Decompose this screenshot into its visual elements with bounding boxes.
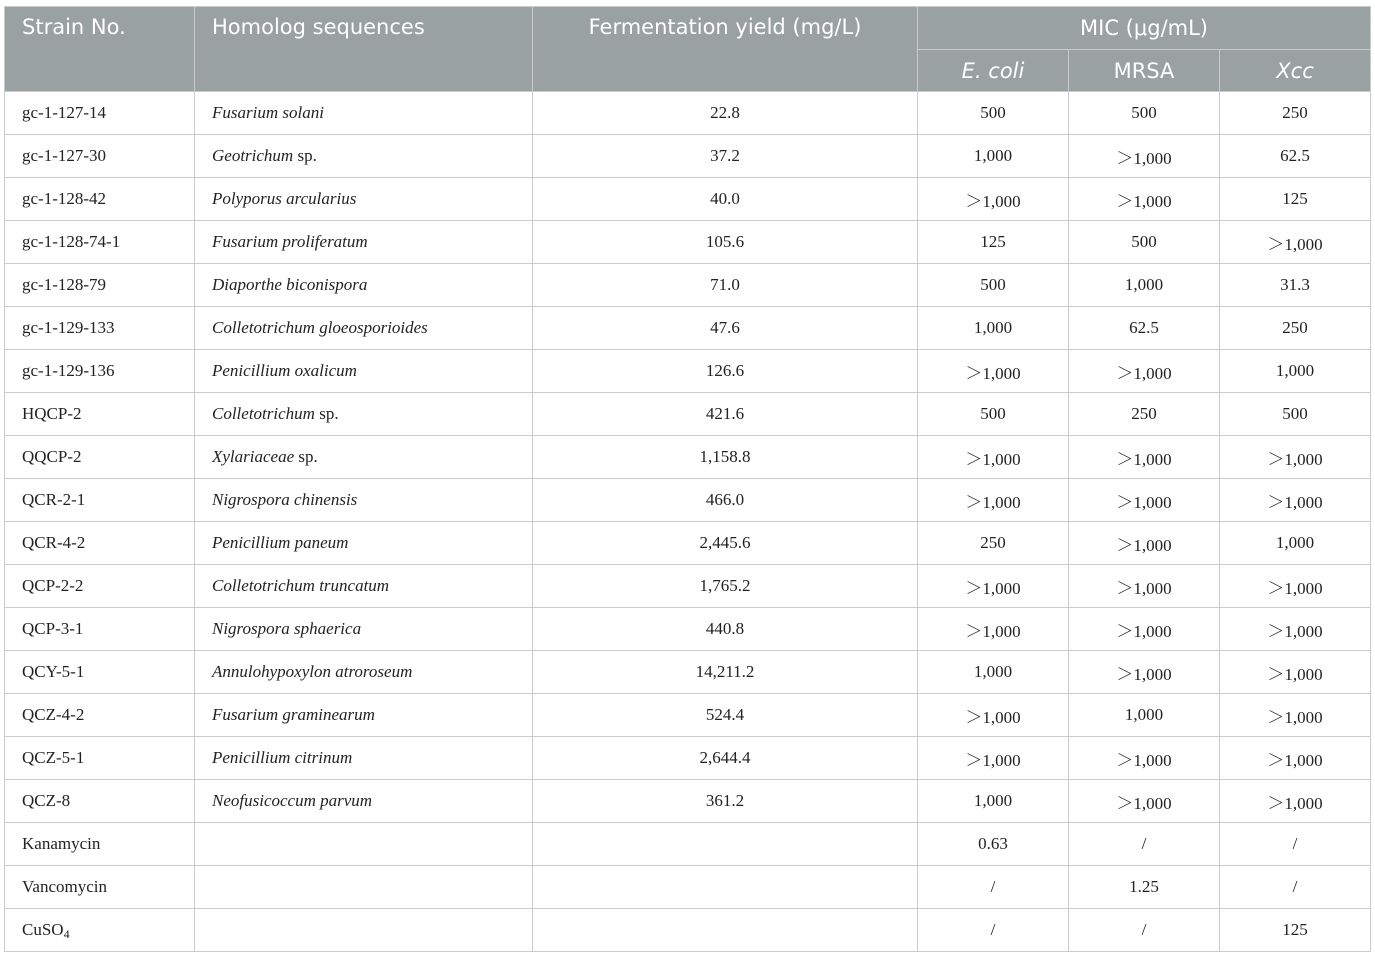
header-ecoli: E. coli — [918, 50, 1069, 92]
strain-name: gc-1-128-79 — [22, 275, 107, 294]
strain-name: QQCP-2 — [22, 447, 82, 466]
xcc-mic-cell: / — [1220, 823, 1371, 866]
homolog-name: Nigrospora sphaerica — [212, 619, 362, 638]
mrsa-mic-cell: ＞1,000 — [1069, 350, 1220, 393]
xcc-mic-cell: 1,000 — [1220, 350, 1371, 393]
table-row — [5, 780, 1371, 823]
xcc-mic-cell: ＞1,000 — [1220, 651, 1371, 694]
homolog-name: Fusarium solani — [212, 103, 324, 122]
header-strain-no: Strain No. — [5, 7, 195, 92]
homolog-cell — [195, 264, 533, 307]
ecoli-mic-cell: ＞1,000 — [918, 436, 1069, 479]
xcc-mic-cell: ＞1,000 — [1220, 694, 1371, 737]
table-row — [5, 92, 1371, 135]
table-row — [5, 565, 1371, 608]
xcc-mic-cell: ＞1,000 — [1220, 221, 1371, 264]
yield-cell — [533, 866, 918, 909]
strain-cell — [5, 780, 195, 823]
xcc-mic-cell: ＞1,000 — [1220, 436, 1371, 479]
table-row — [5, 436, 1371, 479]
yield-cell: 47.6 — [533, 307, 918, 350]
table-row — [5, 866, 1371, 909]
homolog-name: Polyporus arcularius — [212, 189, 357, 208]
mrsa-mic-cell: ＞1,000 — [1069, 651, 1220, 694]
xcc-mic-cell: 125 — [1220, 909, 1371, 952]
ecoli-mic-cell: ＞1,000 — [918, 350, 1069, 393]
strain-cell — [5, 393, 195, 436]
homolog-name: Diaporthe biconispora — [212, 275, 368, 294]
header-mic: MIC (μg/mL) — [918, 7, 1371, 50]
strain-cell — [5, 565, 195, 608]
xcc-mic-cell: 500 — [1220, 393, 1371, 436]
xcc-mic-cell: 1,000 — [1220, 522, 1371, 565]
strain-name: Vancomycin — [22, 877, 107, 896]
yield-cell: 524.4 — [533, 694, 918, 737]
homolog-cell — [195, 221, 533, 264]
ecoli-mic-cell: ＞1,000 — [918, 565, 1069, 608]
xcc-mic-cell: ＞1,000 — [1220, 737, 1371, 780]
strain-name: gc-1-127-14 — [22, 103, 107, 122]
ecoli-mic-cell: ＞1,000 — [918, 608, 1069, 651]
yield-cell: 1,765.2 — [533, 565, 918, 608]
homolog-cell — [195, 92, 533, 135]
homolog-cell — [195, 522, 533, 565]
mrsa-mic-cell: 1,000 — [1069, 264, 1220, 307]
homolog-suffix: sp. — [314, 404, 339, 423]
homolog-name: Colletotrichum gloeosporioides — [212, 318, 428, 337]
ecoli-mic-cell: ＞1,000 — [918, 694, 1069, 737]
ecoli-mic-cell: 1,000 — [918, 780, 1069, 823]
yield-cell: 361.2 — [533, 780, 918, 823]
homolog-cell — [195, 350, 533, 393]
strain-cell — [5, 737, 195, 780]
homolog-name: Fusarium proliferatum — [212, 232, 368, 251]
strain-name: QCP-2-2 — [22, 576, 84, 595]
ecoli-mic-cell: 0.63 — [918, 823, 1069, 866]
strain-cell — [5, 221, 195, 264]
homolog-name: Neofusicoccum parvum — [212, 791, 373, 810]
homolog-cell — [195, 694, 533, 737]
ecoli-mic-cell: 1,000 — [918, 135, 1069, 178]
homolog-suffix: sp. — [294, 447, 318, 466]
yield-cell — [533, 909, 918, 952]
homolog-cell — [195, 307, 533, 350]
homolog-cell — [195, 393, 533, 436]
strain-name: QCP-3-1 — [22, 619, 84, 638]
mrsa-mic-cell: ＞1,000 — [1069, 178, 1220, 221]
strain-cell — [5, 866, 195, 909]
strain-name: QCZ-4-2 — [22, 705, 85, 724]
strain-name: gc-1-129-136 — [22, 361, 115, 380]
xcc-mic-cell: 250 — [1220, 92, 1371, 135]
strain-cell — [5, 92, 195, 135]
xcc-mic-cell: 62.5 — [1220, 135, 1371, 178]
strain-cell — [5, 350, 195, 393]
header-xcc: Xcc — [1220, 50, 1371, 92]
ecoli-mic-cell: ＞1,000 — [918, 737, 1069, 780]
homolog-cell — [195, 823, 533, 866]
homolog-name: Geotrichum — [212, 146, 294, 165]
strain-cell — [5, 694, 195, 737]
mrsa-mic-cell: 250 — [1069, 393, 1220, 436]
strain-name: Kanamycin — [22, 834, 101, 853]
strain-name: HQCP-2 — [22, 404, 82, 423]
strain-cell — [5, 608, 195, 651]
table-row — [5, 823, 1371, 866]
yield-cell: 440.8 — [533, 608, 918, 651]
strain-cell — [5, 823, 195, 866]
yield-cell: 105.6 — [533, 221, 918, 264]
table-body — [5, 92, 1371, 952]
yield-cell: 466.0 — [533, 479, 918, 522]
mrsa-mic-cell: 500 — [1069, 92, 1220, 135]
strain-cell — [5, 307, 195, 350]
ecoli-mic-cell: / — [918, 866, 1069, 909]
homolog-cell — [195, 178, 533, 221]
xcc-mic-cell: 125 — [1220, 178, 1371, 221]
homolog-name: Xylariaceae — [212, 447, 295, 466]
strain-subscript: 4 — [63, 927, 70, 941]
homolog-cell — [195, 135, 533, 178]
strain-cell — [5, 651, 195, 694]
mrsa-mic-cell: 500 — [1069, 221, 1220, 264]
ecoli-mic-cell: 500 — [918, 264, 1069, 307]
ecoli-mic-cell: 500 — [918, 393, 1069, 436]
yield-cell: 2,445.6 — [533, 522, 918, 565]
yield-cell: 2,644.4 — [533, 737, 918, 780]
homolog-cell — [195, 866, 533, 909]
table-row — [5, 651, 1371, 694]
mrsa-mic-cell: ＞1,000 — [1069, 135, 1220, 178]
yield-cell: 421.6 — [533, 393, 918, 436]
table-row — [5, 608, 1371, 651]
homolog-name: Penicillium paneum — [212, 533, 349, 552]
table-row — [5, 264, 1371, 307]
mrsa-mic-cell: 1.25 — [1069, 866, 1220, 909]
mrsa-mic-cell: / — [1069, 909, 1220, 952]
strain-name: gc-1-129-133 — [22, 318, 115, 337]
mrsa-mic-cell: ＞1,000 — [1069, 522, 1220, 565]
strain-cell — [5, 264, 195, 307]
table-row — [5, 522, 1371, 565]
table-row — [5, 479, 1371, 522]
homolog-name: Colletotrichum — [212, 404, 315, 423]
mrsa-mic-cell: ＞1,000 — [1069, 737, 1220, 780]
mrsa-mic-cell: ＞1,000 — [1069, 565, 1220, 608]
table-row — [5, 393, 1371, 436]
table-row — [5, 737, 1371, 780]
header-mrsa: MRSA — [1069, 50, 1220, 92]
mic-table — [4, 6, 1371, 952]
xcc-mic-cell: ＞1,000 — [1220, 565, 1371, 608]
ecoli-mic-cell: ＞1,000 — [918, 178, 1069, 221]
strain-cell — [5, 436, 195, 479]
homolog-cell — [195, 436, 533, 479]
homolog-name: Colletotrichum truncatum — [212, 576, 390, 595]
header-homolog-sequences: Homolog sequences — [195, 7, 533, 92]
table-row — [5, 221, 1371, 264]
strain-name: gc-1-128-42 — [22, 189, 107, 208]
xcc-mic-cell: 31.3 — [1220, 264, 1371, 307]
xcc-mic-cell: ＞1,000 — [1220, 608, 1371, 651]
homolog-cell — [195, 651, 533, 694]
table-row — [5, 135, 1371, 178]
homolog-name: Fusarium graminearum — [212, 705, 375, 724]
yield-cell: 22.8 — [533, 92, 918, 135]
ecoli-mic-cell: 125 — [918, 221, 1069, 264]
strain-cell — [5, 522, 195, 565]
ecoli-mic-cell: 250 — [918, 522, 1069, 565]
mrsa-mic-cell: / — [1069, 823, 1220, 866]
mrsa-mic-cell: 1,000 — [1069, 694, 1220, 737]
mrsa-mic-cell: ＞1,000 — [1069, 436, 1220, 479]
homolog-cell — [195, 909, 533, 952]
mrsa-mic-cell: ＞1,000 — [1069, 608, 1220, 651]
strain-name: QCR-2-1 — [22, 490, 86, 509]
yield-cell: 126.6 — [533, 350, 918, 393]
mrsa-mic-cell: 62.5 — [1069, 307, 1220, 350]
xcc-mic-cell: / — [1220, 866, 1371, 909]
yield-cell: 14,211.2 — [533, 651, 918, 694]
homolog-cell — [195, 479, 533, 522]
yield-cell — [533, 823, 918, 866]
mrsa-mic-cell: ＞1,000 — [1069, 780, 1220, 823]
homolog-name: Penicillium oxalicum — [212, 361, 357, 380]
homolog-suffix: sp. — [293, 146, 317, 165]
mrsa-mic-cell: ＞1,000 — [1069, 479, 1220, 522]
strain-name: QCZ-5-1 — [22, 748, 85, 767]
yield-cell: 40.0 — [533, 178, 918, 221]
homolog-name: Nigrospora chinensis — [212, 490, 358, 509]
ecoli-mic-cell: 500 — [918, 92, 1069, 135]
strain-name: gc-1-127-30 — [22, 146, 107, 165]
homolog-cell — [195, 608, 533, 651]
yield-cell: 1,158.8 — [533, 436, 918, 479]
homolog-cell — [195, 737, 533, 780]
strain-cell — [5, 909, 195, 952]
ecoli-mic-cell: / — [918, 909, 1069, 952]
yield-cell: 37.2 — [533, 135, 918, 178]
strain-name: gc-1-128-74-1 — [22, 232, 121, 251]
strain-name: QCR-4-2 — [22, 533, 86, 552]
ecoli-mic-cell: 1,000 — [918, 307, 1069, 350]
table-row — [5, 307, 1371, 350]
table-header — [5, 7, 1371, 92]
strain-name: QCZ-8 — [22, 791, 71, 810]
table-row — [5, 909, 1371, 952]
homolog-cell — [195, 780, 533, 823]
table-row — [5, 350, 1371, 393]
strain-name: CuSO — [22, 920, 64, 939]
xcc-mic-cell: ＞1,000 — [1220, 479, 1371, 522]
homolog-name: Annulohypoxylon atroroseum — [212, 662, 413, 681]
header-fermentation-yield: Fermentation yield (mg/L) — [533, 7, 918, 92]
strain-cell — [5, 135, 195, 178]
homolog-cell — [195, 565, 533, 608]
table-row — [5, 694, 1371, 737]
strain-name: QCY-5-1 — [22, 662, 85, 681]
strain-cell — [5, 479, 195, 522]
ecoli-mic-cell: 1,000 — [918, 651, 1069, 694]
homolog-name: Penicillium citrinum — [212, 748, 353, 767]
xcc-mic-cell: 250 — [1220, 307, 1371, 350]
ecoli-mic-cell: ＞1,000 — [918, 479, 1069, 522]
table-row — [5, 178, 1371, 221]
strain-cell — [5, 178, 195, 221]
xcc-mic-cell: ＞1,000 — [1220, 780, 1371, 823]
yield-cell: 71.0 — [533, 264, 918, 307]
